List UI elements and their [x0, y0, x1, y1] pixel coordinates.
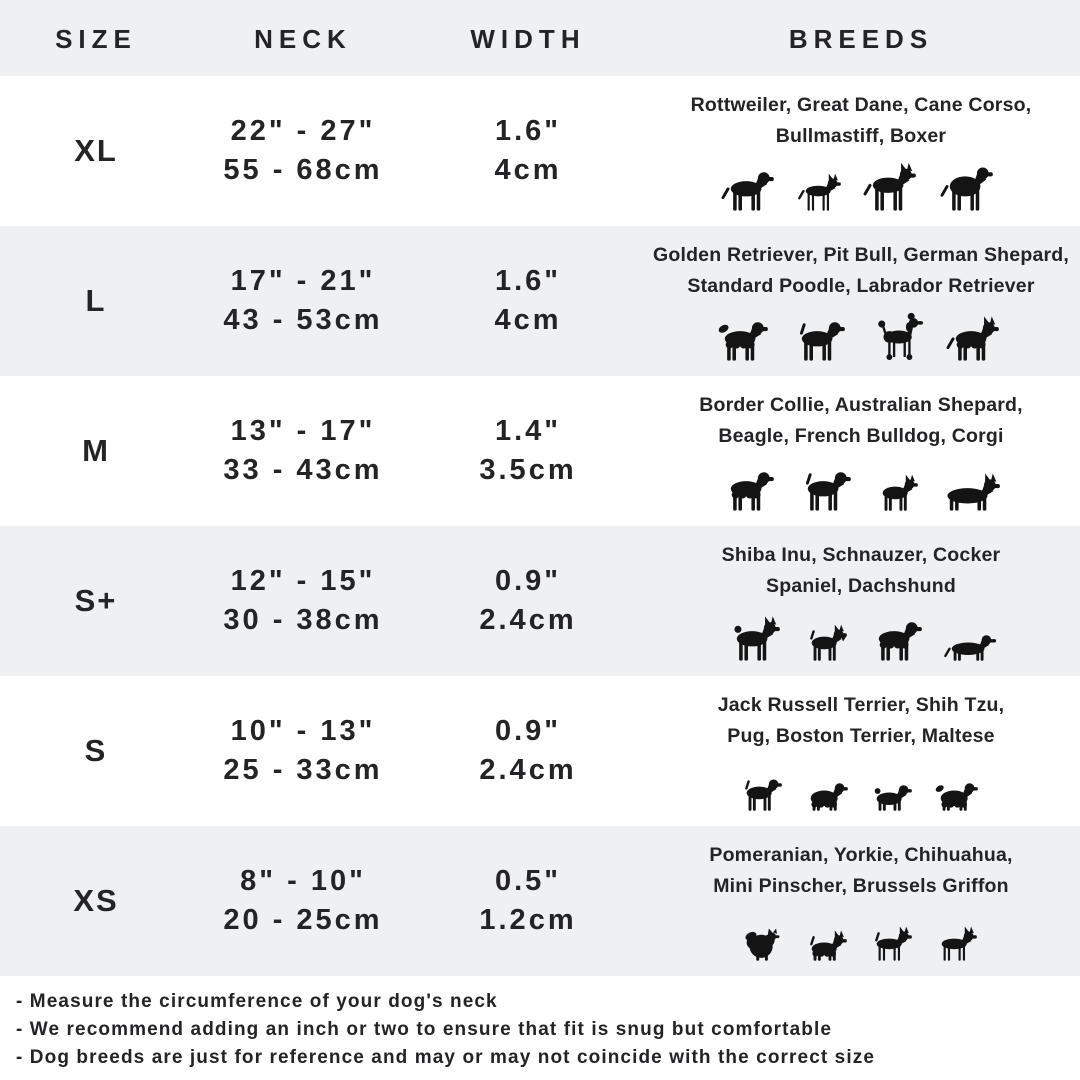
- width-cm: 1.2cm: [479, 904, 577, 936]
- width-cm: 4cm: [494, 154, 562, 186]
- width-cm: 4cm: [494, 304, 562, 336]
- width-cell: [414, 562, 642, 640]
- bullmastiff-icon: [938, 162, 1004, 212]
- jack-russell-icon: [737, 771, 791, 812]
- breeds-cell: [642, 540, 1080, 661]
- pomeranian-icon: [737, 921, 791, 962]
- neck-cell: [192, 112, 414, 190]
- width-inches: 1.6": [494, 265, 562, 298]
- breeds-line: Beagle, French Bulldog, Corgi: [718, 424, 1004, 447]
- width-cm: 3.5cm: [479, 454, 577, 486]
- note-recommend: - We recommend adding an inch or two to ensure that fit is snug but comfortable: [16, 1019, 832, 1040]
- yorkie-icon: [802, 921, 856, 962]
- french-bulldog-icon: [873, 471, 927, 512]
- size-row-l: [0, 226, 1080, 376]
- great-dane-icon: [796, 171, 850, 212]
- dog-icons: [719, 456, 1004, 512]
- footnotes: [0, 976, 1080, 1072]
- chihuahua-icon: [867, 921, 921, 962]
- width-inches: 0.9": [494, 715, 562, 748]
- poodle-icon: [867, 312, 933, 362]
- size-row-xl: [0, 76, 1080, 226]
- pug-icon: [867, 771, 921, 812]
- size-row-s: [0, 676, 1080, 826]
- width-inches: 0.9": [494, 565, 562, 598]
- neck-cm: 55 - 68cm: [223, 154, 383, 186]
- dachshund-icon: [944, 621, 998, 662]
- breeds-text: [722, 540, 1001, 600]
- dog-icons: [725, 606, 998, 662]
- breeds-line: Pomeranian, Yorkie, Chihuahua,: [709, 844, 1013, 867]
- neck-inches: 8" - 10": [240, 865, 366, 898]
- header-size: SIZE: [55, 23, 137, 54]
- breeds-line: Jack Russell Terrier, Shih Tzu,: [717, 694, 1005, 717]
- neck-inches: 13" - 17": [230, 415, 376, 448]
- cane-corso-icon: [861, 162, 927, 212]
- shiba-inu-icon: [725, 612, 791, 662]
- breeds-cell: [642, 90, 1080, 211]
- header-breeds: BREEDS: [788, 23, 934, 54]
- rottweiler-icon: [719, 162, 785, 212]
- cocker-spaniel-icon: [867, 612, 933, 662]
- corgi-icon: [938, 462, 1004, 512]
- neck-inches: 12" - 15": [230, 565, 376, 598]
- width-cell: [414, 862, 642, 940]
- dog-icons: [737, 906, 986, 962]
- maltese-icon: [932, 771, 986, 812]
- neck-cell: [192, 262, 414, 340]
- min-pin-icon: [932, 921, 986, 962]
- dog-icons: [737, 756, 986, 812]
- note-measure: - Measure the circumference of your dog's neck: [16, 991, 498, 1012]
- labrador-icon: [790, 312, 856, 362]
- neck-inches: 22" - 27": [230, 115, 376, 148]
- neck-cm: 43 - 53cm: [223, 304, 383, 336]
- breeds-line: Golden Retriever, Pit Bull, German Shepard,: [652, 244, 1070, 267]
- table-header-row: [0, 0, 1080, 76]
- size-row-m: [0, 376, 1080, 526]
- size-row-s-plus: [0, 526, 1080, 676]
- size-row-xs: [0, 826, 1080, 976]
- size-label: XS: [73, 883, 119, 918]
- breeds-text: [699, 390, 1023, 450]
- width-inches: 1.4": [494, 415, 562, 448]
- width-cell: [414, 712, 642, 790]
- width-cm: 2.4cm: [479, 604, 577, 636]
- breeds-line: Shiba Inu, Schnauzer, Cocker: [721, 544, 1001, 567]
- width-cell: [414, 262, 642, 340]
- size-label: S: [84, 733, 108, 768]
- width-inches: 1.6": [494, 115, 562, 148]
- neck-cell: [192, 862, 414, 940]
- neck-cm: 25 - 33cm: [223, 754, 383, 786]
- width-cell: [414, 412, 642, 490]
- schnauzer-icon: [802, 621, 856, 662]
- dog-icons: [713, 306, 1010, 362]
- neck-cell: [192, 712, 414, 790]
- neck-inches: 10" - 13": [230, 715, 376, 748]
- header-width: WIDTH: [470, 23, 586, 54]
- breeds-line: Mini Pinscher, Brussels Griffon: [713, 874, 1009, 897]
- breeds-text: [709, 840, 1012, 900]
- neck-cm: 20 - 25cm: [223, 904, 383, 936]
- breeds-cell: [642, 690, 1080, 811]
- width-cell: [414, 112, 642, 190]
- neck-inches: 17" - 21": [230, 265, 376, 298]
- australian-shepard-icon: [719, 462, 785, 512]
- breeds-cell: [642, 840, 1080, 961]
- size-label: L: [85, 283, 107, 318]
- breeds-text: [653, 240, 1069, 300]
- german-shepard-icon: [944, 312, 1010, 362]
- breeds-cell: [642, 390, 1080, 511]
- breeds-line: Border Collie, Australian Shepard,: [699, 394, 1023, 417]
- breeds-line: Bullmastiff, Boxer: [775, 124, 947, 147]
- golden-retriever-icon: [713, 312, 779, 362]
- size-label: M: [82, 433, 110, 468]
- width-cm: 2.4cm: [479, 754, 577, 786]
- size-label: XL: [74, 133, 118, 168]
- breeds-text: [718, 690, 1005, 750]
- breeds-text: [691, 90, 1032, 150]
- neck-cell: [192, 562, 414, 640]
- neck-cell: [192, 412, 414, 490]
- breeds-line: Rottweiler, Great Dane, Cane Corso,: [690, 94, 1032, 117]
- breeds-line: Standard Poodle, Labrador Retriever: [687, 274, 1035, 297]
- note-reference: - Dog breeds are just for reference and may or may not coincide with the correct size: [16, 1047, 875, 1068]
- header-neck: NECK: [254, 23, 352, 54]
- shih-tzu-icon: [802, 771, 856, 812]
- breeds-line: Spaniel, Dachshund: [766, 574, 956, 597]
- neck-cm: 30 - 38cm: [223, 604, 383, 636]
- breeds-cell: [642, 240, 1080, 361]
- width-inches: 0.5": [494, 865, 562, 898]
- breeds-line: Pug, Boston Terrier, Maltese: [727, 724, 995, 747]
- dog-icons: [719, 156, 1004, 212]
- neck-cm: 33 - 43cm: [223, 454, 383, 486]
- beagle-icon: [796, 462, 862, 512]
- size-label: S+: [74, 583, 118, 618]
